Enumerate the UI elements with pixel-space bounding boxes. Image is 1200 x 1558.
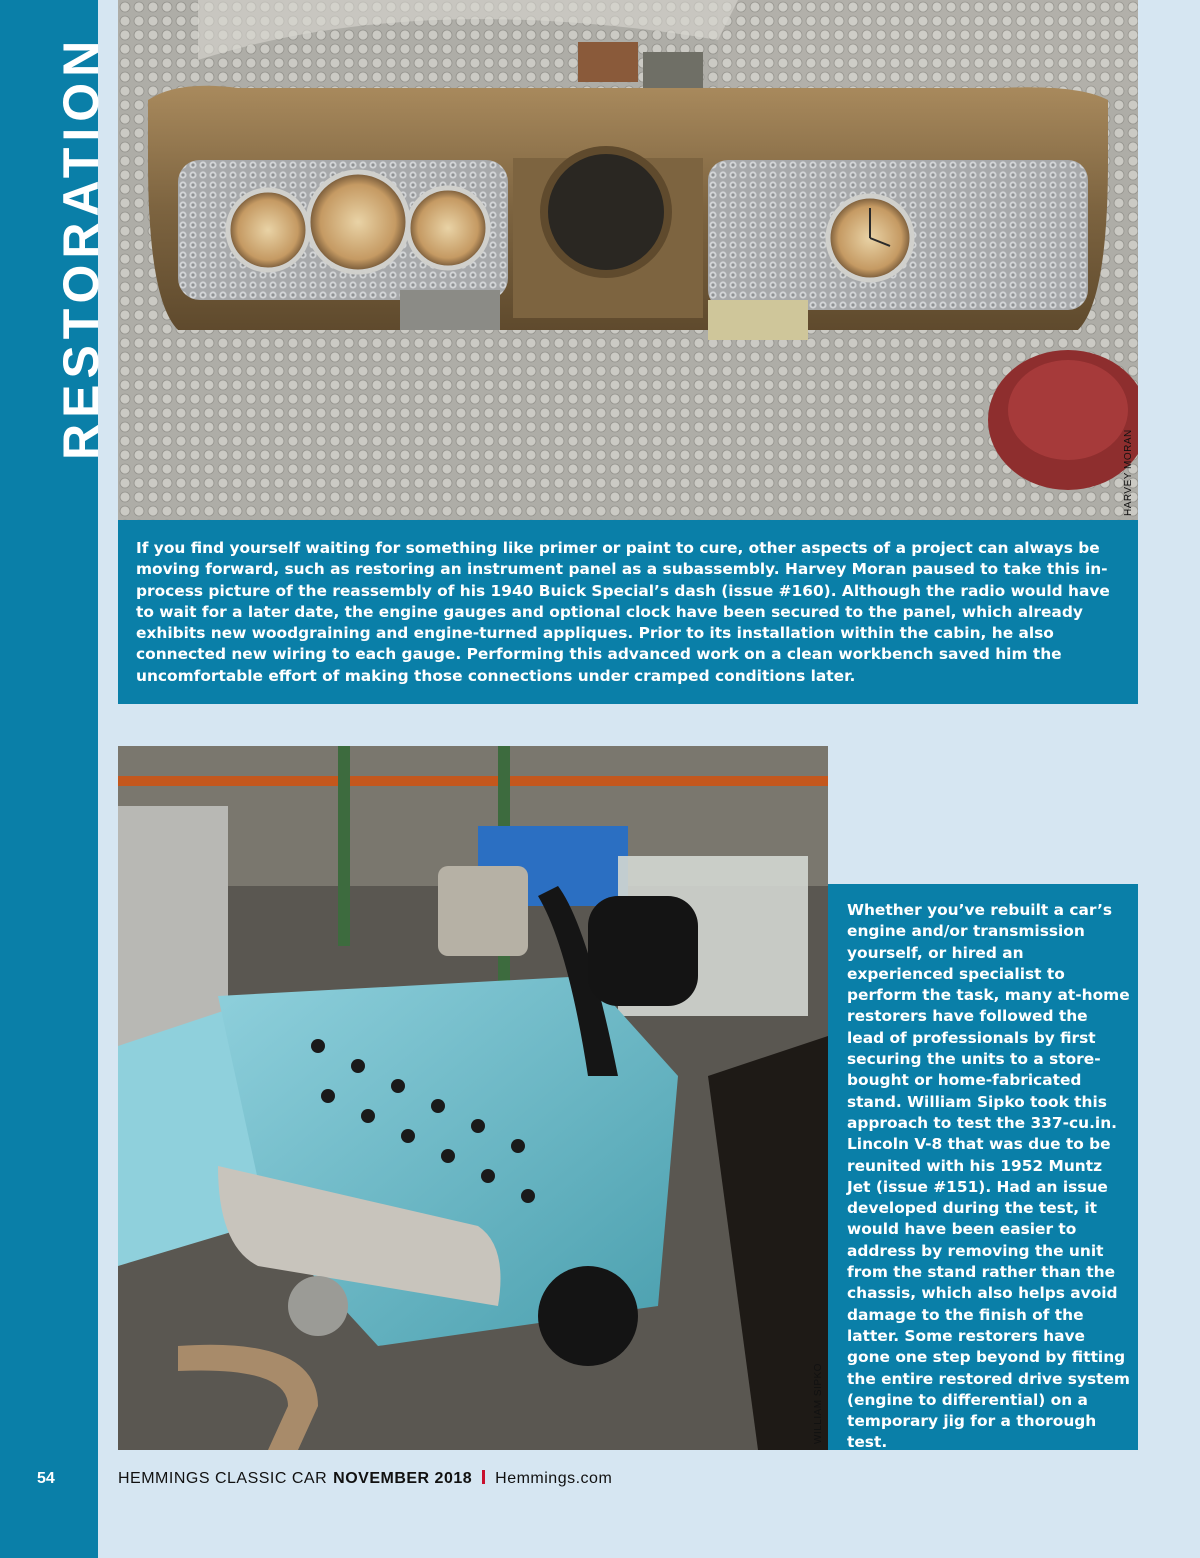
magazine-name: HEMMINGS CLASSIC CAR — [118, 1470, 328, 1487]
photo-caption: Whether you’ve rebuilt a car’s engine and/or transmission yourself, or hired an experienced specialist to perform the task, many at-home restorers have followed the lead of professionals by first securing the units to a store-bought or home-fabricated stand. William Sipko took this approach to test the 337-cu.in. Lincoln V-8 that was due to be reunited with his 1952 Muntz Jet (issue #151). Had an issue developed during the test, it would have been easier to address by removing the unit from the stand rather than the chassis, which also helps avoid damage to the finish of the latter. Some restorers have gone one step beyond by fitting the entire restored drive system (engine to differential) on a temporary jig for a thorough test. — [828, 884, 1138, 1450]
engine-photo — [118, 746, 828, 1450]
website-link[interactable]: Hemmings.com — [495, 1470, 613, 1487]
photo-caption: If you find yourself waiting for something like primer or paint to cure, other aspects of a project can always be moving forward, such as restoring an instrument panel as a subassembly. Harvey Moran paused to take this in-process picture of the reassembly of his 1940 Buick Special’s dash (issue #160). Although the radio would have to wait for a later date, the engine gauges and optional clock have been secured to the panel, which already exhibits new woodgraining and engine-turned appliques. Prior to its installation within the cabin, he also connected new wiring to each gauge. Performing this advanced work on a clean workbench saved him the uncomfortable effort of making those connections under cramped conditions later. — [118, 520, 1138, 704]
photo-credit: HARVEY MORAN — [1123, 429, 1134, 516]
page-footer — [0, 1470, 1200, 1500]
section-label: RESTORATION — [53, 34, 109, 460]
issue-date: NOVEMBER 2018 — [333, 1470, 473, 1487]
dashboard-photo — [118, 0, 1138, 520]
photo-credit: WILLIAM SIPKO — [813, 1363, 824, 1444]
page-number: 54 — [37, 1470, 55, 1487]
footer-separator — [482, 1470, 485, 1484]
footer-masthead — [118, 1470, 612, 1488]
sidebar-band — [0, 0, 109, 1558]
